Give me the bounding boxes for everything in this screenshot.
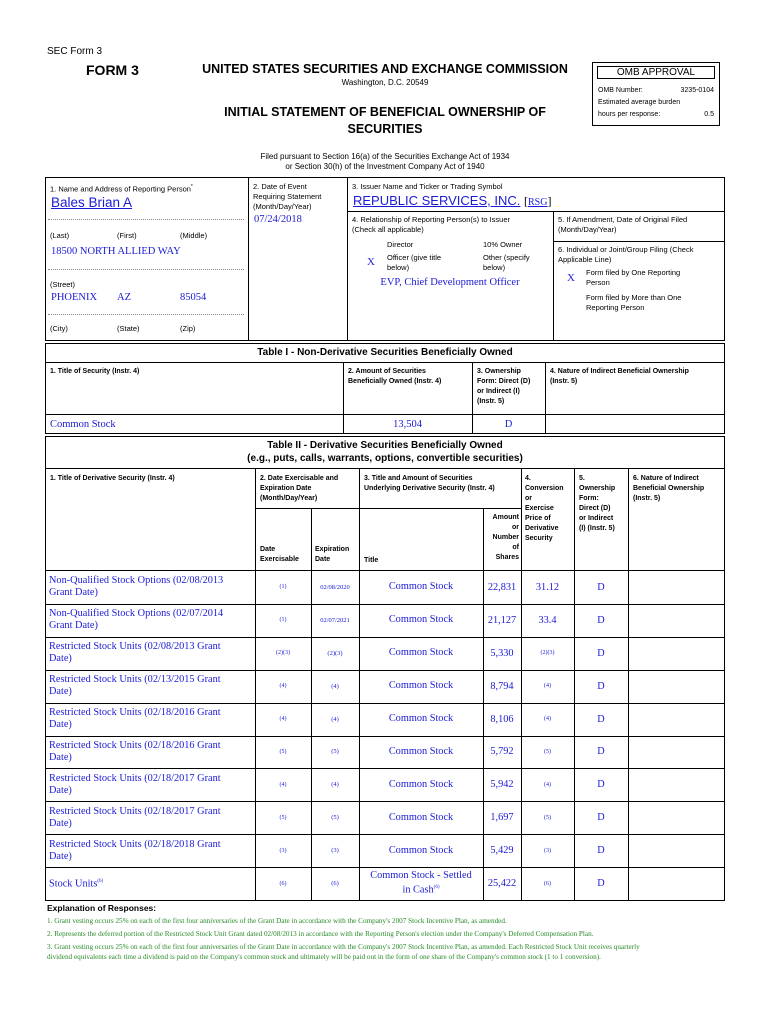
omb-title: OMB APPROVAL [597, 66, 715, 79]
underlying-title: Common Stock [388, 844, 454, 856]
underlying-amount: 5,942 [490, 779, 514, 791]
t2-col4-header: 4. Conversion or Exercise Price of Derivative Security [525, 475, 564, 542]
ownership-form: D [597, 812, 605, 824]
table-1-title: Table I - Non-Derivative Securities Beneficially Owned [257, 347, 513, 358]
zip-label: (Zip) [180, 324, 196, 333]
ownership-form: D [597, 680, 605, 692]
date-exercisable: (5) [279, 748, 287, 755]
omb-hours-label: hours per response: [598, 111, 661, 118]
derivative-title: Restricted Stock Units (02/18/2017 Grant Date) [49, 772, 221, 796]
table-2-title-2: (e.g., puts, calls, warrants, options, convertible securities) [247, 453, 523, 464]
underlying-amount: 25,422 [487, 878, 517, 890]
underlying-title: Common Stock [388, 778, 454, 790]
t1-row-form: D [504, 419, 513, 430]
table-row [45, 736, 725, 769]
date-exercisable: (4) [279, 683, 287, 690]
t1-col4-header: 4. Nature of Indirect Beneficial Ownership (Instr. 5) [550, 368, 689, 385]
filing-label: 6. Individual or Joint/Group Filing (Check Applicable Line) [558, 245, 694, 264]
ownership-form: D [597, 713, 605, 725]
conversion-price: (4) [544, 716, 551, 723]
street-label: (Street) [50, 280, 76, 289]
first-label: (First) [117, 231, 137, 240]
zip-value: 85054 [180, 292, 207, 303]
derivative-title: Restricted Stock Units (02/18/2016 Grant Date) [49, 739, 221, 763]
expiration-date: (5) [331, 814, 339, 822]
table-row [45, 834, 725, 867]
sec-form-label: SEC Form 3 [47, 46, 103, 57]
ownership-form: D [597, 845, 605, 857]
underlying-amount: 22,831 [487, 581, 517, 593]
underlying-amount: 8,794 [490, 680, 514, 692]
table-row [45, 867, 725, 900]
ownership-form: D [597, 614, 605, 626]
officer-option: Officer (give title below) [387, 253, 442, 272]
t2-col2-header: 2. Date Exercisable and Expiration Date (Month/Day/Year) [260, 475, 339, 502]
table-2-title-1: Table II - Derivative Securities Beneficially Owned [267, 440, 503, 451]
underlying-title: Common Stock [388, 745, 454, 757]
street-value: 18500 NORTH ALLIED WAY [51, 246, 181, 257]
conversion-price: (5) [544, 814, 551, 821]
underlying-amount: 5,429 [490, 845, 514, 857]
table-row [45, 670, 725, 703]
derivative-title: Non-Qualified Stock Options (02/08/2013 Grant Date) [49, 575, 224, 599]
underlying-title: Common Stock - Settled in Cash$^{(6)}$ [370, 870, 472, 896]
t2-date-exercisable-header: Date Exercisable [260, 546, 299, 563]
ownership-form: D [597, 581, 605, 593]
underlying-title: Common Stock [388, 680, 454, 692]
date-exercisable: (5) [279, 814, 287, 821]
t1-row-amount: 13,504 [393, 419, 422, 430]
derivative-title: Restricted Stock Units (02/18/2017 Grant Date) [49, 805, 221, 829]
expiration-date: 02/07/2021 [320, 616, 350, 624]
table-row [45, 604, 725, 637]
t1-col2-header: 2. Amount of Securities Beneficially Owned (Instr. 4) [348, 368, 442, 385]
omb-number-value: 3235-0104 [680, 87, 714, 94]
t2-title-header: Title [364, 557, 379, 564]
derivative-title: Restricted Stock Units (02/18/2018 Grant Date) [49, 838, 221, 862]
filed-by-one-option: Form filed by One Reporting Person [586, 268, 681, 287]
expiration-date: (4) [331, 781, 339, 789]
issuer-label: 3. Issuer Name and Ticker or Trading Symbol [352, 182, 503, 191]
table-row [45, 571, 725, 604]
state-value: AZ [117, 292, 131, 303]
expiration-date: (4) [331, 682, 339, 690]
reporting-person-name[interactable]: Bales Brian A [51, 195, 133, 210]
omb-number-label: OMB Number: [598, 87, 643, 94]
underlying-title: Common Stock [388, 713, 454, 725]
date-exercisable: (2)(3) [276, 650, 290, 657]
explanation-note-1: 1. Grant vesting occurs 25% on each of the first four anniversaries of the Grant Date in accordance with the Company's 2007 Stock Incentive Plan, as amended. [47, 917, 507, 925]
state-label: (State) [117, 324, 140, 333]
t2-col5-header: 5. Ownership Form: Direct (D) or Indirect (I) (Instr. 5) [579, 475, 616, 532]
t2-col6-header: 6. Nature of Indirect Beneficial Ownership (Instr. 5) [633, 475, 705, 502]
table-row [45, 637, 725, 670]
table-row [45, 768, 725, 801]
expiration-date: (5) [331, 748, 339, 756]
issuer-name-link[interactable]: REPUBLIC SERVICES, INC. [353, 193, 521, 208]
derivative-title: Restricted Stock Units (02/18/2016 Grant Date) [49, 707, 221, 731]
explanation-note-3: 3. Grant vesting occurs 25% on each of the first four anniversaries of the Grant Date in accordance with the Company's 2007 Stock Incentive Plan, as amended. Each Restricted Stock Unit receives quarterly [47, 943, 640, 951]
conversion-price: 33.4 [538, 614, 557, 626]
one-person-check-mark[interactable]: X [567, 272, 575, 284]
commission-title: UNITED STATES SECURITIES AND EXCHANGE COMMISSION [202, 62, 568, 76]
expiration-date: (3) [331, 847, 339, 855]
middle-label: (Middle) [180, 231, 208, 240]
omb-approval-box [592, 62, 720, 126]
filed-pursuant-line-1: Filed pursuant to Section 16(a) of the Securities Exchange Act of 1934 [260, 152, 510, 161]
last-label: (Last) [50, 231, 70, 240]
explanation-note-2: 2. Represents the deferred portion of the Restricted Stock Unit Grant dated 02/08/2013 in accordance with the Reporting Person's election under the Company's Deferred Compensation Plan. [47, 930, 594, 938]
ownership-form: D [597, 647, 605, 659]
expiration-date: (2)(3) [327, 649, 343, 657]
expiration-date: (6) [331, 880, 339, 888]
t2-col3-header: 3. Title and Amount of Securities Underlying Derivative Security (Instr. 4) [364, 475, 495, 492]
t2-col1-header: 1. Title of Derivative Security (Instr. 4) [50, 475, 175, 482]
amendment-label: 5. If Amendment, Date of Original Filed (Month/Day/Year) [558, 215, 688, 234]
ownership-form: D [597, 878, 605, 890]
ownership-form: D [597, 746, 605, 758]
derivative-title: Stock Units$^{(6)}$ [49, 878, 104, 890]
underlying-amount: 5,792 [490, 746, 514, 758]
date-exercisable: (4) [279, 781, 287, 788]
underlying-title: Common Stock [388, 581, 454, 593]
date-exercisable: (3) [279, 847, 287, 854]
explanation-note-3-cont: dividend equivalents each time a dividend is paid on the Company's common stock and ultimately will be paid out in the form of one share of the Company's common stock (1 to 1 conversion). [47, 953, 601, 961]
t2-expiration-header: Expiration Date [315, 546, 350, 563]
commission-city: Washington, D.C. 20549 [341, 78, 429, 87]
issuer-name[interactable]: REPUBLIC SERVICES, INC. [RSG] [353, 193, 552, 208]
underlying-amount: 1,697 [490, 812, 514, 824]
city-value: PHOENIX [51, 292, 98, 303]
conversion-price: (4) [544, 683, 551, 690]
omb-hours-value: 0.5 [704, 111, 714, 118]
date-exercisable: (4) [279, 716, 287, 723]
table-row [45, 703, 725, 736]
relationship-label: 4. Relationship of Reporting Person(s) to Issuer (Check all applicable) [352, 215, 510, 234]
table-row [45, 801, 725, 834]
city-label: (City) [50, 324, 68, 333]
derivative-title: Restricted Stock Units (02/13/2015 Grant Date) [49, 674, 221, 698]
t1-row-title: Common Stock [50, 419, 116, 430]
omb-burden-label: Estimated average burden [598, 99, 681, 106]
ownership-form: D [597, 779, 605, 791]
t1-col1-header: 1. Title of Security (Instr. 4) [50, 368, 140, 375]
underlying-title: Common Stock [388, 811, 454, 823]
statement-title-line-1: INITIAL STATEMENT OF BENEFICIAL OWNERSHIP OF [224, 105, 546, 119]
officer-check-mark[interactable]: X [367, 256, 375, 268]
underlying-title: Common Stock [388, 614, 454, 626]
other-option: Other (specify below) [483, 253, 530, 272]
filed-by-more-option: Form filed by More than One Reporting Person [586, 293, 682, 312]
expiration-date: (4) [331, 715, 339, 723]
conversion-price: 31.12 [535, 581, 560, 593]
ten-percent-owner-option: 10% Owner [483, 240, 523, 249]
conversion-price: (3) [544, 847, 551, 854]
underlying-title: Common Stock [388, 647, 454, 659]
director-option: Director [387, 240, 414, 249]
conversion-price: (5) [544, 748, 551, 755]
reporting-person-label: 1. Name and Address of Reporting Person* [50, 184, 193, 194]
form-number: FORM 3 [86, 62, 139, 78]
filed-pursuant-line-2: or Section 30(h) of the Investment Company Act of 1940 [285, 162, 485, 171]
statement-title-line-2: SECURITIES [347, 122, 423, 136]
date-exercisable: (6) [279, 880, 287, 887]
event-date-label: 2. Date of Event Requiring Statement (Month/Day/Year) [253, 182, 322, 211]
explanation-title: Explanation of Responses: [47, 903, 157, 913]
conversion-price: (4) [544, 781, 551, 788]
underlying-amount: 21,127 [487, 614, 517, 626]
expiration-date: 02/08/2020 [320, 583, 350, 591]
event-date-value: 07/24/2018 [254, 214, 302, 225]
date-exercisable: (1) [279, 584, 287, 591]
derivative-title: Non-Qualified Stock Options (02/07/2014 Grant Date) [49, 608, 224, 632]
date-exercisable: (1) [279, 617, 287, 624]
t2-amount-header: Amount or Number of Shares [492, 514, 519, 561]
underlying-amount: 5,330 [490, 647, 514, 659]
conversion-price: (2)(3) [540, 650, 555, 657]
officer-title: EVP, Chief Development Officer [380, 277, 520, 288]
underlying-amount: 8,106 [490, 713, 514, 725]
ticker-link[interactable]: RSG [528, 197, 548, 208]
conversion-price: (6) [544, 880, 551, 887]
t1-col3-header: 3. Ownership Form: Direct (D) or Indirect (I) (Instr. 5) [477, 368, 531, 405]
derivative-title: Restricted Stock Units (02/08/2013 Grant Date) [49, 641, 221, 665]
